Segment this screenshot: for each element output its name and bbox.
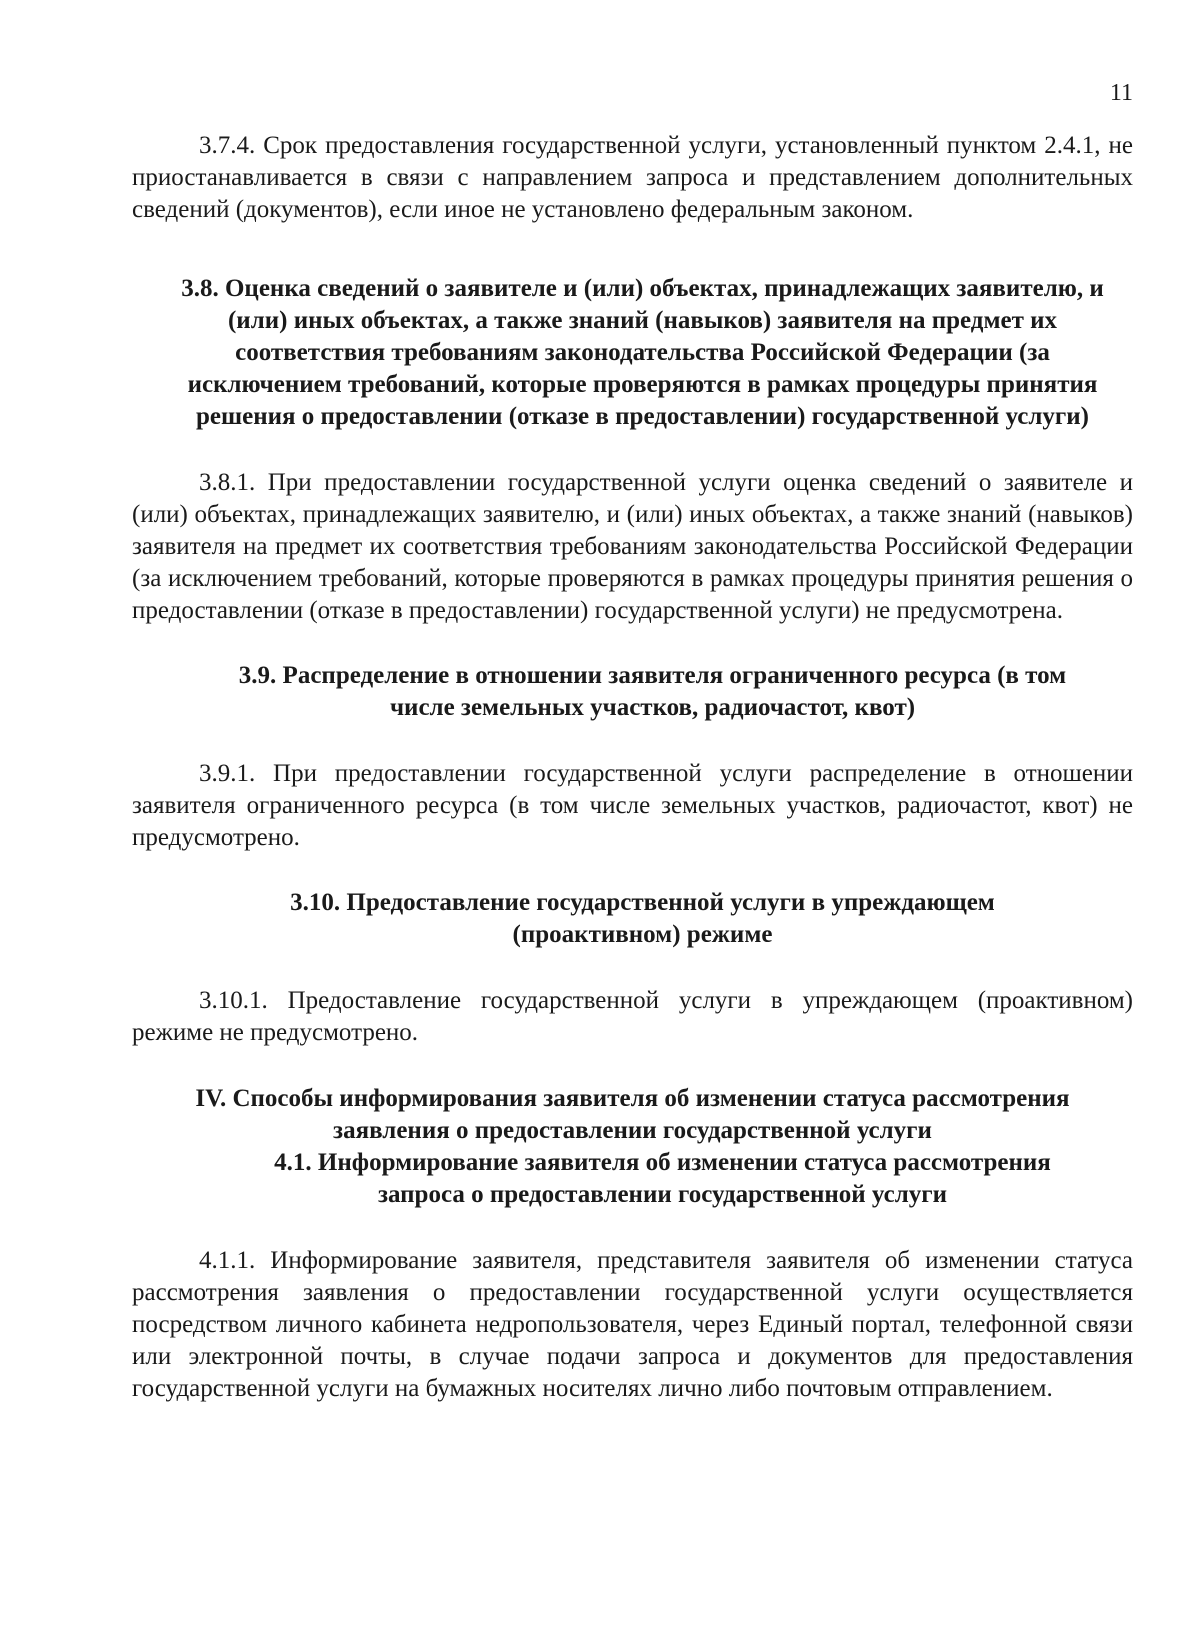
heading-section-iv: IV. Способы информирования заявителя об изменении статуса рассмотрения заявления о предоставлении государственной услуги [195, 1085, 1070, 1144]
paragraph-3-9-1: 3.9.1. При предоставлении государственной услуги распределение в отношении заявителя ограниченного ресурса (в том числе земельных участков, радиочастот, квот) не предусмотрено. [132, 760, 1133, 851]
document-body [132, 130, 1133, 1405]
paragraph-3-7-4: 3.7.4. Срок предоставления государственной услуги, установленный пунктом 2.4.1, не приостанавливается в связи с направлением запроса и представлением дополнительных сведений (документов), если иное не установлено федеральным законом. [132, 132, 1133, 223]
paragraph-4-1-1: 4.1.1. Информирование заявителя, представителя заявителя об изменении статуса рассмотрения заявления о предоставлении государственной услуги осуществляется посредством личного кабинета недропользователя, через Единый портал, телефонной связи или электронной почты, в случае подачи запроса и документов для предоставления государственной услуги на бумажных носителях лично либо почтовым отправлением. [132, 1247, 1133, 1402]
heading-4-1: 4.1. Информирование заявителя об изменении статуса рассмотрения запроса о предоставлении государственной услуги [274, 1149, 1051, 1208]
paragraph-3-10-1: 3.10.1. Предоставление государственной услуги в упреждающем (проактивном) режиме не предусмотрено. [132, 987, 1133, 1046]
heading-3-10: 3.10. Предоставление государственной услуги в упреждающем (проактивном) режиме [290, 889, 995, 948]
page-number: 11 [1109, 80, 1133, 106]
heading-3-9: 3.9. Распределение в отношении заявителя ограниченного ресурса (в том числе земельных участков, радиочастот, квот) [238, 662, 1067, 721]
paragraph-3-8-1: 3.8.1. При предоставлении государственной услуги оценка сведений о заявителе и (или) объектах, принадлежащих заявителю, и (или) иных объектах, а также знаний (навыков) заявителя на предмет их соответствия требованиям законодательства Российской Федерации (за исключением требований, которые проверяются в рамках процедуры принятия решения о предоставлении (отказе в предоставлении) государственной услуги) не предусмотрена. [132, 469, 1133, 624]
heading-3-8: 3.8. Оценка сведений о заявителе и (или) объектах, принадлежащих заявителю, и (или) иных объектах, а также знаний (навыков) заявителя на предмет их соответствия требованиям законодательства Российской Федерации (за исключением требований, которые проверяются в рамках процедуры принятия решения о предоставлении (отказе в предоставлении) государственной услуги) [181, 275, 1104, 430]
